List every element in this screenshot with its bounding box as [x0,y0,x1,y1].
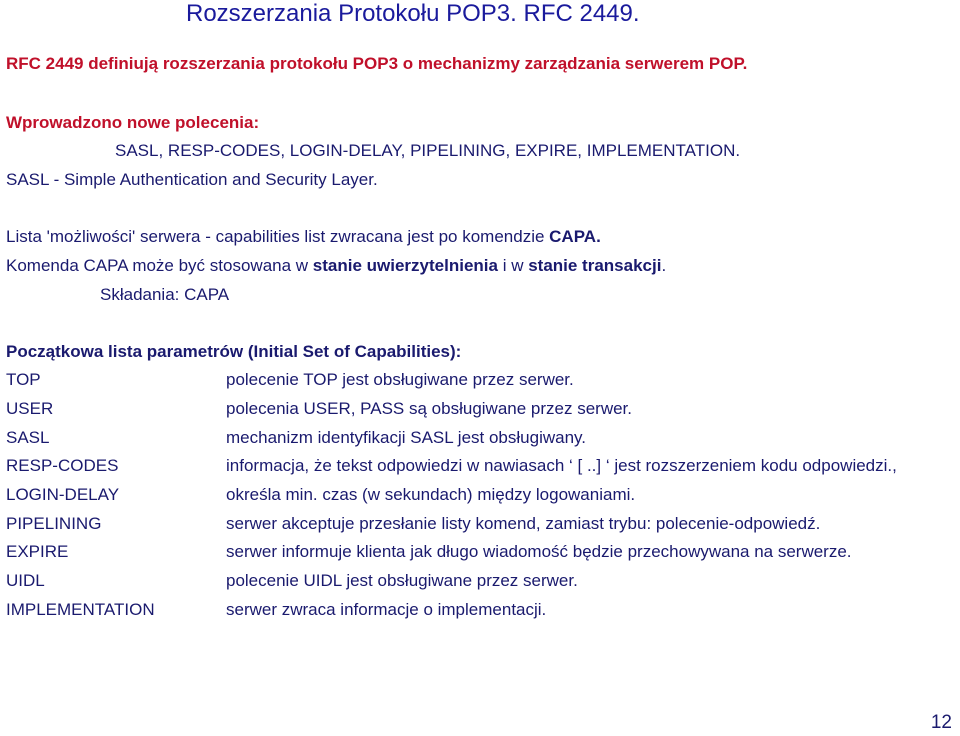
intro-text: RFC 2449 definiują rozszerzania protokołu POP3 o mechanizmy zarządzania serwerem POP. [6,54,748,73]
desc-implementation: serwer zwraca informacje o implementacji. [226,600,547,619]
desc-sasl: mechanizm identyfikacji SASL jest obsługiwany. [226,428,586,447]
term-user: USER [6,399,54,418]
term-login-delay: LOGIN-DELAY [6,485,120,504]
term-resp-codes: RESP-CODES [6,456,119,475]
desc-uidl: polecenie UIDL jest obsługiwane przez serwer. [226,571,578,590]
term-pipelining: PIPELINING [6,514,102,533]
term-top: TOP [6,370,41,389]
desc-resp-codes: informacja, że tekst odpowiedzi w nawiasach ‘ [ ..] ‘ jest rozszerzeniem kodu odpowiedzi., [226,456,897,475]
slide-title: Rozszerzania Protokołu POP3. RFC 2449. [186,0,640,27]
term-expire: EXPIRE [6,542,69,561]
state-transaction: stanie transakcji [528,256,662,275]
desc-top: polecenie TOP jest obsługiwane przez serwer. [226,370,574,389]
desc-pipelining: serwer akceptuje przesłanie listy komend, zamiast trybu: polecenie-odpowiedź. [226,514,821,533]
initial-set-heading: Początkowa lista parametrów (Initial Set of Capabilities): [6,342,462,361]
capa-command: CAPA. [549,227,601,246]
desc-user: polecenia USER, PASS są obsługiwane przez serwer. [226,399,632,418]
capabilities-line-1-text: Lista 'możliwości' serwera - capabilities list zwracana jest po komendzie [6,227,550,246]
term-uidl: UIDL [6,571,45,590]
term-implementation: IMPLEMENTATION [6,600,155,619]
capabilities-line-1 [6,227,601,247]
state-authorization: stanie uwierzytelnienia [312,256,498,275]
page-number: 12 [930,712,952,733]
desc-expire: serwer informuje klienta jak długo wiadomość będzie przechowywana na serwerze. [226,542,852,561]
capabilities-line-2 [6,256,666,276]
new-commands-heading: Wprowadzono nowe polecenia: [6,113,260,132]
capabilities-line-2-suffix: . [661,256,667,275]
desc-login-delay: określa min. czas (w sekundach) między logowaniami. [226,485,636,504]
new-commands-list: SASL, RESP-CODES, LOGIN-DELAY, PIPELINING, EXPIRE, IMPLEMENTATION. [115,141,741,160]
term-sasl: SASL [6,428,50,447]
capabilities-line-2-prefix: Komenda CAPA może być stosowana w [6,256,313,275]
capabilities-line-2-mid: i w [497,256,529,275]
capa-syntax: Składania: CAPA [100,285,230,304]
sasl-note: SASL - Simple Authentication and Security Layer. [6,170,378,189]
